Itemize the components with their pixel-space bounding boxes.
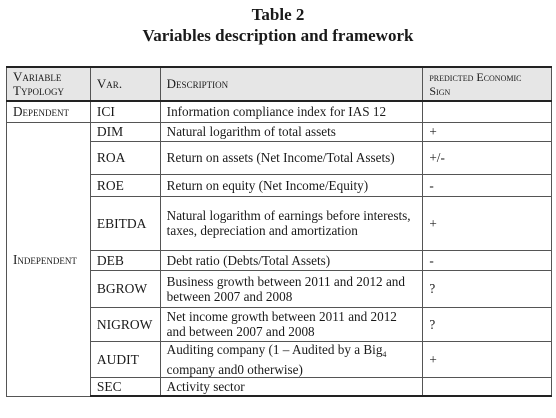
var-description: Business growth between 2011 and 2012 and between 2007 and 2008	[160, 270, 423, 307]
var-name: DEB	[90, 250, 160, 270]
var-name: NIGROW	[90, 307, 160, 341]
table-title-block	[0, 0, 556, 46]
var-description: Net income growth between 2011 and 2012 and between 2007 and 2008	[160, 307, 423, 341]
var-name: ROE	[90, 174, 160, 196]
var-description-part1: Auditing company (1 – Audited by a Big	[166, 341, 383, 357]
group-independent: Independent	[7, 122, 91, 396]
var-sign	[423, 377, 552, 396]
var-description: Debt ratio (Debts/Total Assets)	[160, 250, 423, 270]
var-sign	[423, 101, 552, 122]
var-name: AUDIT	[90, 341, 160, 377]
header-sign: predicted Economic Sign	[423, 67, 552, 101]
var-name: ICI	[90, 101, 160, 122]
var-sign: ?	[423, 270, 552, 307]
header-description: Description	[160, 67, 423, 101]
var-description: Information compliance index for IAS 12	[160, 101, 423, 122]
var-sign: -	[423, 174, 552, 196]
var-description: Activity sector	[160, 377, 423, 396]
var-sign: ?	[423, 307, 552, 341]
header-var: Var.	[90, 67, 160, 101]
var-sign: +/-	[423, 141, 552, 174]
big4-subscript: 4	[382, 349, 387, 359]
var-description-part2: company and0 otherwise)	[166, 361, 303, 377]
var-sign: +	[423, 341, 552, 377]
variables-table	[6, 66, 552, 397]
var-sign: +	[423, 196, 552, 250]
var-description	[160, 341, 423, 377]
table-number: Table 2	[251, 5, 305, 24]
var-description: Return on assets (Net Income/Total Assets)	[160, 141, 423, 174]
var-name: DIM	[90, 122, 160, 141]
var-description: Natural logarithm of total assets	[160, 122, 423, 141]
var-sign: +	[423, 122, 552, 141]
group-dependent: Dependent	[7, 101, 91, 122]
table-caption: Variables description and framework	[142, 26, 414, 45]
var-sign: -	[423, 250, 552, 270]
var-description: Natural logarithm of earnings before interests, taxes, depreciation and amortization	[160, 196, 423, 250]
table-row	[7, 101, 552, 122]
var-name: SEC	[90, 377, 160, 396]
var-name: BGROW	[90, 270, 160, 307]
header-row	[7, 67, 552, 101]
table-row	[7, 122, 552, 141]
var-name: EBITDA	[90, 196, 160, 250]
var-description: Return on equity (Net Income/Equity)	[160, 174, 423, 196]
header-typology: Variable Typology	[7, 67, 91, 101]
var-name: ROA	[90, 141, 160, 174]
